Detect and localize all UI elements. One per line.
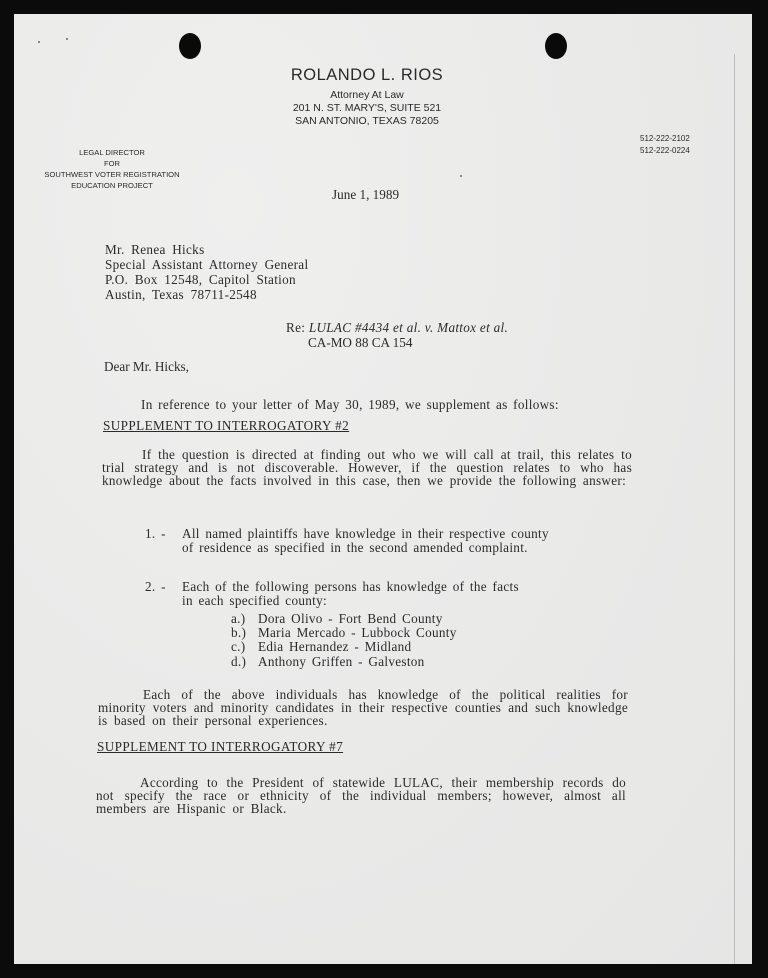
re-line <box>286 320 508 336</box>
section-paragraph: According to the President of statewide LULAC, their membership records do not specify the race or ethnicity of the individual members; however, almost all members are Hispanic or Black. <box>96 775 626 816</box>
punch-hole-right <box>545 33 567 59</box>
document-page <box>14 14 752 964</box>
item-text: Each of the following persons has knowledge of the facts <box>182 579 519 594</box>
affiliation-line: EDUCATION PROJECT <box>71 181 153 190</box>
item-text-continued: in each specified county: <box>182 592 327 608</box>
intro-paragraph: In reference to your letter of May 30, 1989, we supplement as follows: <box>141 397 559 412</box>
person-item <box>231 626 457 640</box>
recipient-line: P.O. Box 12548, Capitol Station <box>105 272 296 287</box>
section-heading-interrogatory-2: SUPPLEMENT TO INTERROGATORY #2 <box>103 418 350 433</box>
affiliation-line: FOR <box>103 159 121 168</box>
phone-numbers <box>640 133 690 156</box>
person-label: d.) <box>231 653 247 669</box>
recipient-line: Mr. Renea Hicks <box>105 242 205 257</box>
numbered-item-1 <box>145 527 549 554</box>
speck <box>66 38 68 40</box>
letterhead-address-2: SAN ANTONIO, TEXAS 78205 <box>295 115 439 127</box>
person-label: b.) <box>231 625 247 641</box>
person-item <box>231 655 457 669</box>
re-label: Re: <box>286 320 306 335</box>
persons-list <box>231 612 457 669</box>
letter-date: June 1, 1989 <box>332 187 400 202</box>
salutation: Dear Mr. Hicks, <box>104 359 189 374</box>
re-case-number: CA-MO 88 CA 154 <box>308 335 413 350</box>
item-text-continued: of residence as specified in the second amended complaint. <box>182 539 528 555</box>
item-number: 1. - <box>145 526 166 541</box>
affiliation-line: SOUTHWEST VOTER REGISTRATION <box>44 170 180 179</box>
section-closing-paragraph: Each of the above individuals has knowledge of the political realities for minority voters and minority candidates in their respective counties and such knowledge is based on their personal experiences. <box>98 687 628 728</box>
letterhead-affiliation <box>32 147 192 191</box>
page-edge-line <box>734 54 735 964</box>
letterhead-title: Attorney At Law <box>330 89 404 101</box>
phone-number: 512-222-0224 <box>640 145 690 155</box>
letterhead-address-1: 201 N. ST. MARY'S, SUITE 521 <box>292 102 442 114</box>
letterhead-name: ROLANDO L. RIOS <box>290 66 444 84</box>
section-heading-interrogatory-7: SUPPLEMENT TO INTERROGATORY #7 <box>97 739 344 754</box>
re-case-title: LULAC #4434 et al. v. Mattox et al. <box>308 320 509 335</box>
person-text: Dora Olivo - Fort Bend County <box>258 611 443 626</box>
affiliation-line: LEGAL DIRECTOR <box>79 148 145 157</box>
item-number: 2. - <box>145 579 166 594</box>
recipient-address <box>105 242 308 302</box>
person-item <box>231 612 457 626</box>
person-label: a.) <box>231 611 246 626</box>
speck <box>460 175 462 177</box>
recipient-line: Austin, Texas 78711-2548 <box>105 287 257 302</box>
person-text: Maria Mercado - Lubbock County <box>258 625 457 641</box>
person-text: Anthony Griffen - Galveston <box>258 653 425 669</box>
numbered-item-2 <box>145 580 519 607</box>
person-text: Edia Hernandez - Midland <box>258 639 412 655</box>
speck <box>38 41 40 43</box>
person-label: c.) <box>231 639 246 655</box>
punch-hole-left <box>179 33 201 59</box>
person-item <box>231 640 457 654</box>
recipient-line: Special Assistant Attorney General <box>105 257 309 272</box>
phone-number: 512-222-2102 <box>640 134 690 143</box>
item-text: All named plaintiffs have knowledge in their respective county <box>182 526 549 541</box>
section-paragraph: If the question is directed at finding out who we will call at trail, this relates to trial strategy and is not discoverable. However, if the question relates to who has knowledge about the facts involved in this case, then we provide the following answer: <box>102 447 632 488</box>
